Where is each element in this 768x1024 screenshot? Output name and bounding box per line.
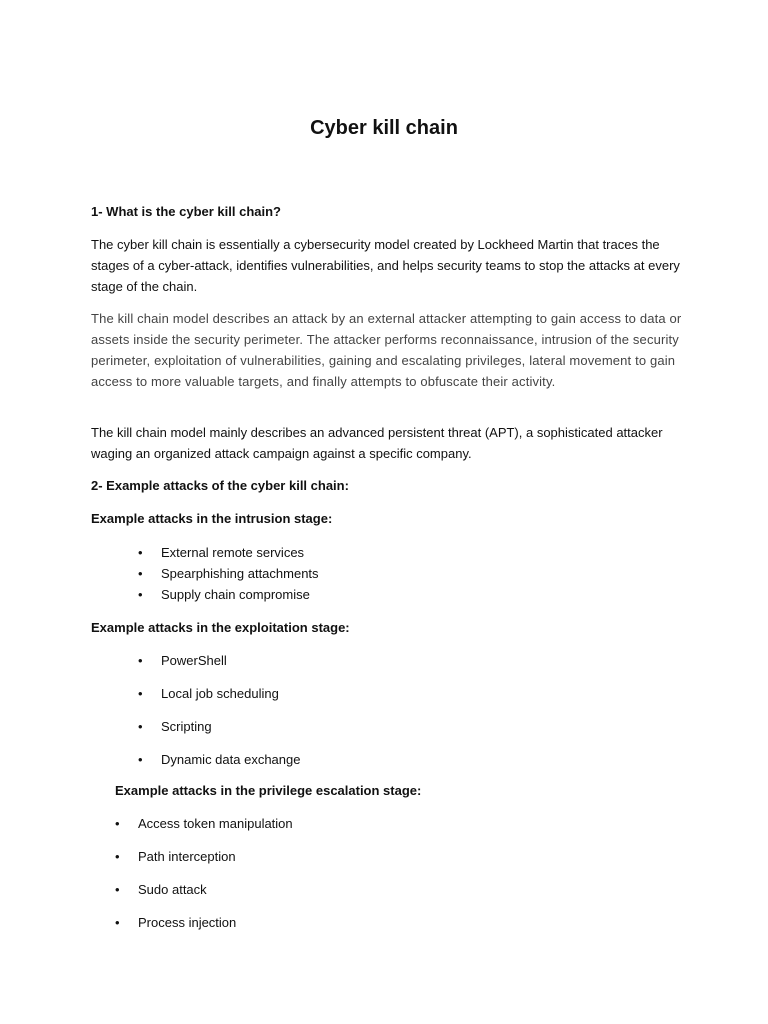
paragraph-2: The kill chain model describes an attack by an external attacker attempting to gain access to data or assets inside the security perimeter. The attacker performs reconnaissance, intrusion of the security perimeter, exploitation of vulnerabilities, gaining and escalating privileges, lateral movement to gain access to more valuable targets, and finally attempts to obfuscate their activity. bbox=[91, 311, 682, 389]
list-item bbox=[115, 879, 293, 912]
section2-heading: 2- Example attacks of the cyber kill chain: bbox=[91, 478, 349, 493]
list-item-label: External remote services bbox=[161, 545, 305, 560]
list-item-label: Access token manipulation bbox=[138, 816, 293, 831]
intrusion-heading: Example attacks in the intrusion stage: bbox=[91, 511, 333, 526]
list-item bbox=[138, 749, 300, 782]
bullet-icon: • bbox=[138, 752, 143, 767]
list-item-label: Process injection bbox=[138, 915, 237, 930]
bullet-icon: • bbox=[138, 653, 143, 668]
paragraph-1: The cyber kill chain is essentially a cybersecurity model created by Lockheed Martin that traces the stages of a cyber-attack, identifies vulnerabilities, and helps security teams to stop the attacks at every stage of the chain. bbox=[91, 237, 680, 294]
bullet-icon: • bbox=[115, 849, 120, 864]
list-item-label: Dynamic data exchange bbox=[161, 752, 301, 767]
list-item-label: Local job scheduling bbox=[161, 686, 279, 701]
list-item-label: PowerShell bbox=[161, 653, 227, 668]
bullet-icon: • bbox=[138, 686, 143, 701]
list-item-label: Scripting bbox=[161, 719, 212, 734]
list-item bbox=[138, 542, 319, 563]
list-item bbox=[115, 813, 293, 846]
bullet-icon: • bbox=[115, 915, 120, 930]
privilege-heading: Example attacks in the privilege escalation stage: bbox=[115, 783, 422, 798]
list-item bbox=[138, 563, 319, 584]
list-item bbox=[138, 584, 319, 605]
list-item-label: Spearphishing attachments bbox=[161, 566, 319, 581]
list-item bbox=[138, 650, 300, 683]
list-item bbox=[115, 846, 293, 879]
list-item-label: Supply chain compromise bbox=[161, 587, 310, 602]
bullet-icon: • bbox=[115, 882, 120, 897]
exploitation-list bbox=[138, 650, 300, 782]
list-item-label: Sudo attack bbox=[138, 882, 207, 897]
bullet-icon: • bbox=[138, 566, 143, 581]
document-title: Cyber kill chain bbox=[310, 117, 458, 139]
section1-heading: 1- What is the cyber kill chain? bbox=[91, 204, 281, 219]
privilege-list bbox=[115, 813, 293, 945]
paragraph-3: The kill chain model mainly describes an advanced persistent threat (APT), a sophisticated attacker waging an organized attack campaign against a specific company. bbox=[91, 425, 663, 461]
intrusion-list bbox=[138, 542, 319, 605]
bullet-icon: • bbox=[138, 545, 143, 560]
list-item bbox=[138, 716, 300, 749]
bullet-icon: • bbox=[115, 816, 120, 831]
list-item-label: Path interception bbox=[138, 849, 236, 864]
bullet-icon: • bbox=[138, 587, 143, 602]
list-item bbox=[115, 912, 293, 945]
list-item bbox=[138, 683, 300, 716]
exploitation-heading: Example attacks in the exploitation stage: bbox=[91, 620, 350, 635]
bullet-icon: • bbox=[138, 719, 143, 734]
